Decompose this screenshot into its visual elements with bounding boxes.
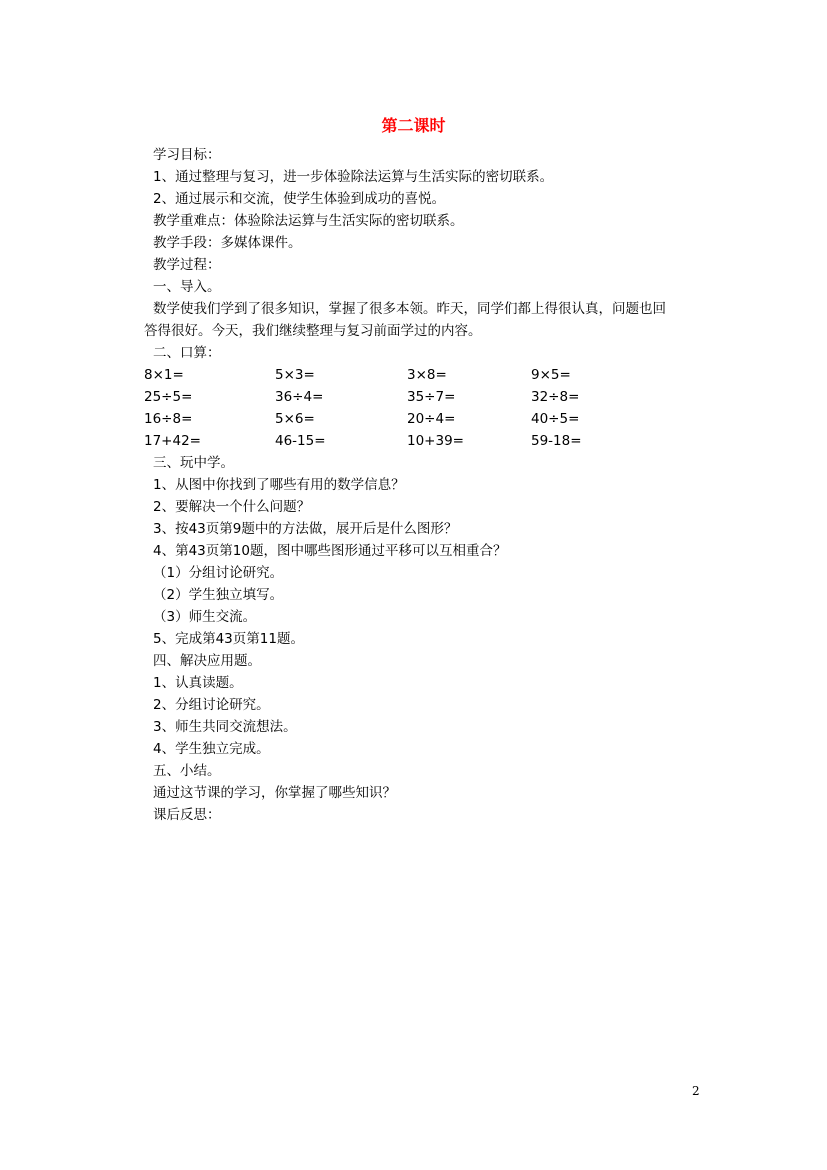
text-line: 5、完成第43页第11题。 bbox=[153, 631, 304, 647]
calc-item: 32÷8= bbox=[531, 389, 580, 405]
text-line: （3）师生交流。 bbox=[153, 609, 257, 625]
page-title: 第二课时 bbox=[381, 116, 446, 135]
calc-item: 35÷7= bbox=[407, 389, 456, 405]
lesson-content bbox=[144, 144, 713, 826]
text-line: 五、小结。 bbox=[153, 763, 221, 779]
calc-item: 40÷5= bbox=[531, 411, 580, 427]
text-line: 4、第43页第10题，图中哪些图形通过平移可以互相重合？ bbox=[153, 543, 507, 559]
page-number: 2 bbox=[692, 1084, 700, 1098]
text-line: 4、学生独立完成。 bbox=[153, 741, 270, 757]
calc-row bbox=[144, 430, 713, 452]
text-line: 1、从图中你找到了哪些有用的数学信息？ bbox=[153, 477, 405, 493]
text-line: 2、要解决一个什么问题？ bbox=[153, 499, 311, 515]
calc-item: 16÷8= bbox=[144, 411, 193, 427]
calc-heading: 二、口算： bbox=[153, 345, 221, 361]
calc-item: 5×6= bbox=[275, 411, 315, 427]
text-line: 教学过程： bbox=[153, 257, 221, 273]
text-line: 3、按43页第9题中的方法做，展开后是什么图形？ bbox=[153, 521, 458, 537]
calc-item: 20÷4= bbox=[407, 411, 456, 427]
calc-item: 17+42= bbox=[144, 433, 201, 449]
calc-row bbox=[144, 408, 713, 430]
text-line: 3、师生共同交流想法。 bbox=[153, 719, 297, 735]
text-line: 通过这节课的学习，你掌握了哪些知识？ bbox=[153, 785, 396, 801]
text-line: 三、玩中学。 bbox=[153, 455, 234, 471]
calc-item: 3×8= bbox=[407, 367, 447, 383]
text-line: 一、导入。 bbox=[153, 279, 221, 295]
text-line: 1、认真读题。 bbox=[153, 675, 243, 691]
text-line: 1、通过整理与复习，进一步体验除法运算与生活实际的密切联系。 bbox=[153, 169, 554, 185]
calc-item: 25÷5= bbox=[144, 389, 193, 405]
calc-row bbox=[144, 364, 713, 386]
calc-row bbox=[144, 386, 713, 408]
calc-item: 9×5= bbox=[531, 367, 571, 383]
text-line: 课后反思： bbox=[153, 807, 221, 823]
text-line: 教学手段：多媒体课件。 bbox=[153, 235, 302, 251]
calc-item: 59-18= bbox=[531, 433, 582, 449]
text-line: 四、解决应用题。 bbox=[153, 653, 261, 669]
intro-paragraph-line2: 答得很好。今天，我们继续整理与复习前面学过的内容。 bbox=[144, 323, 482, 339]
text-line: （1）分组讨论研究。 bbox=[153, 565, 284, 581]
text-line: 学习目标： bbox=[153, 147, 221, 163]
calc-item: 8×1= bbox=[144, 367, 184, 383]
text-line: 2、分组讨论研究。 bbox=[153, 697, 270, 713]
text-line: 2、通过展示和交流，使学生体验到成功的喜悦。 bbox=[153, 191, 446, 207]
text-line: 教学重难点：体验除法运算与生活实际的密切联系。 bbox=[153, 213, 464, 229]
calc-item: 36÷4= bbox=[275, 389, 324, 405]
calc-item: 10+39= bbox=[407, 433, 464, 449]
text-line: （2）学生独立填写。 bbox=[153, 587, 284, 603]
calc-item: 5×3= bbox=[275, 367, 315, 383]
calc-item: 46-15= bbox=[275, 433, 326, 449]
intro-paragraph-line1: 数学使我们学到了很多知识，掌握了很多本领。昨天，同学们都上得很认真，问题也回 bbox=[153, 301, 666, 317]
